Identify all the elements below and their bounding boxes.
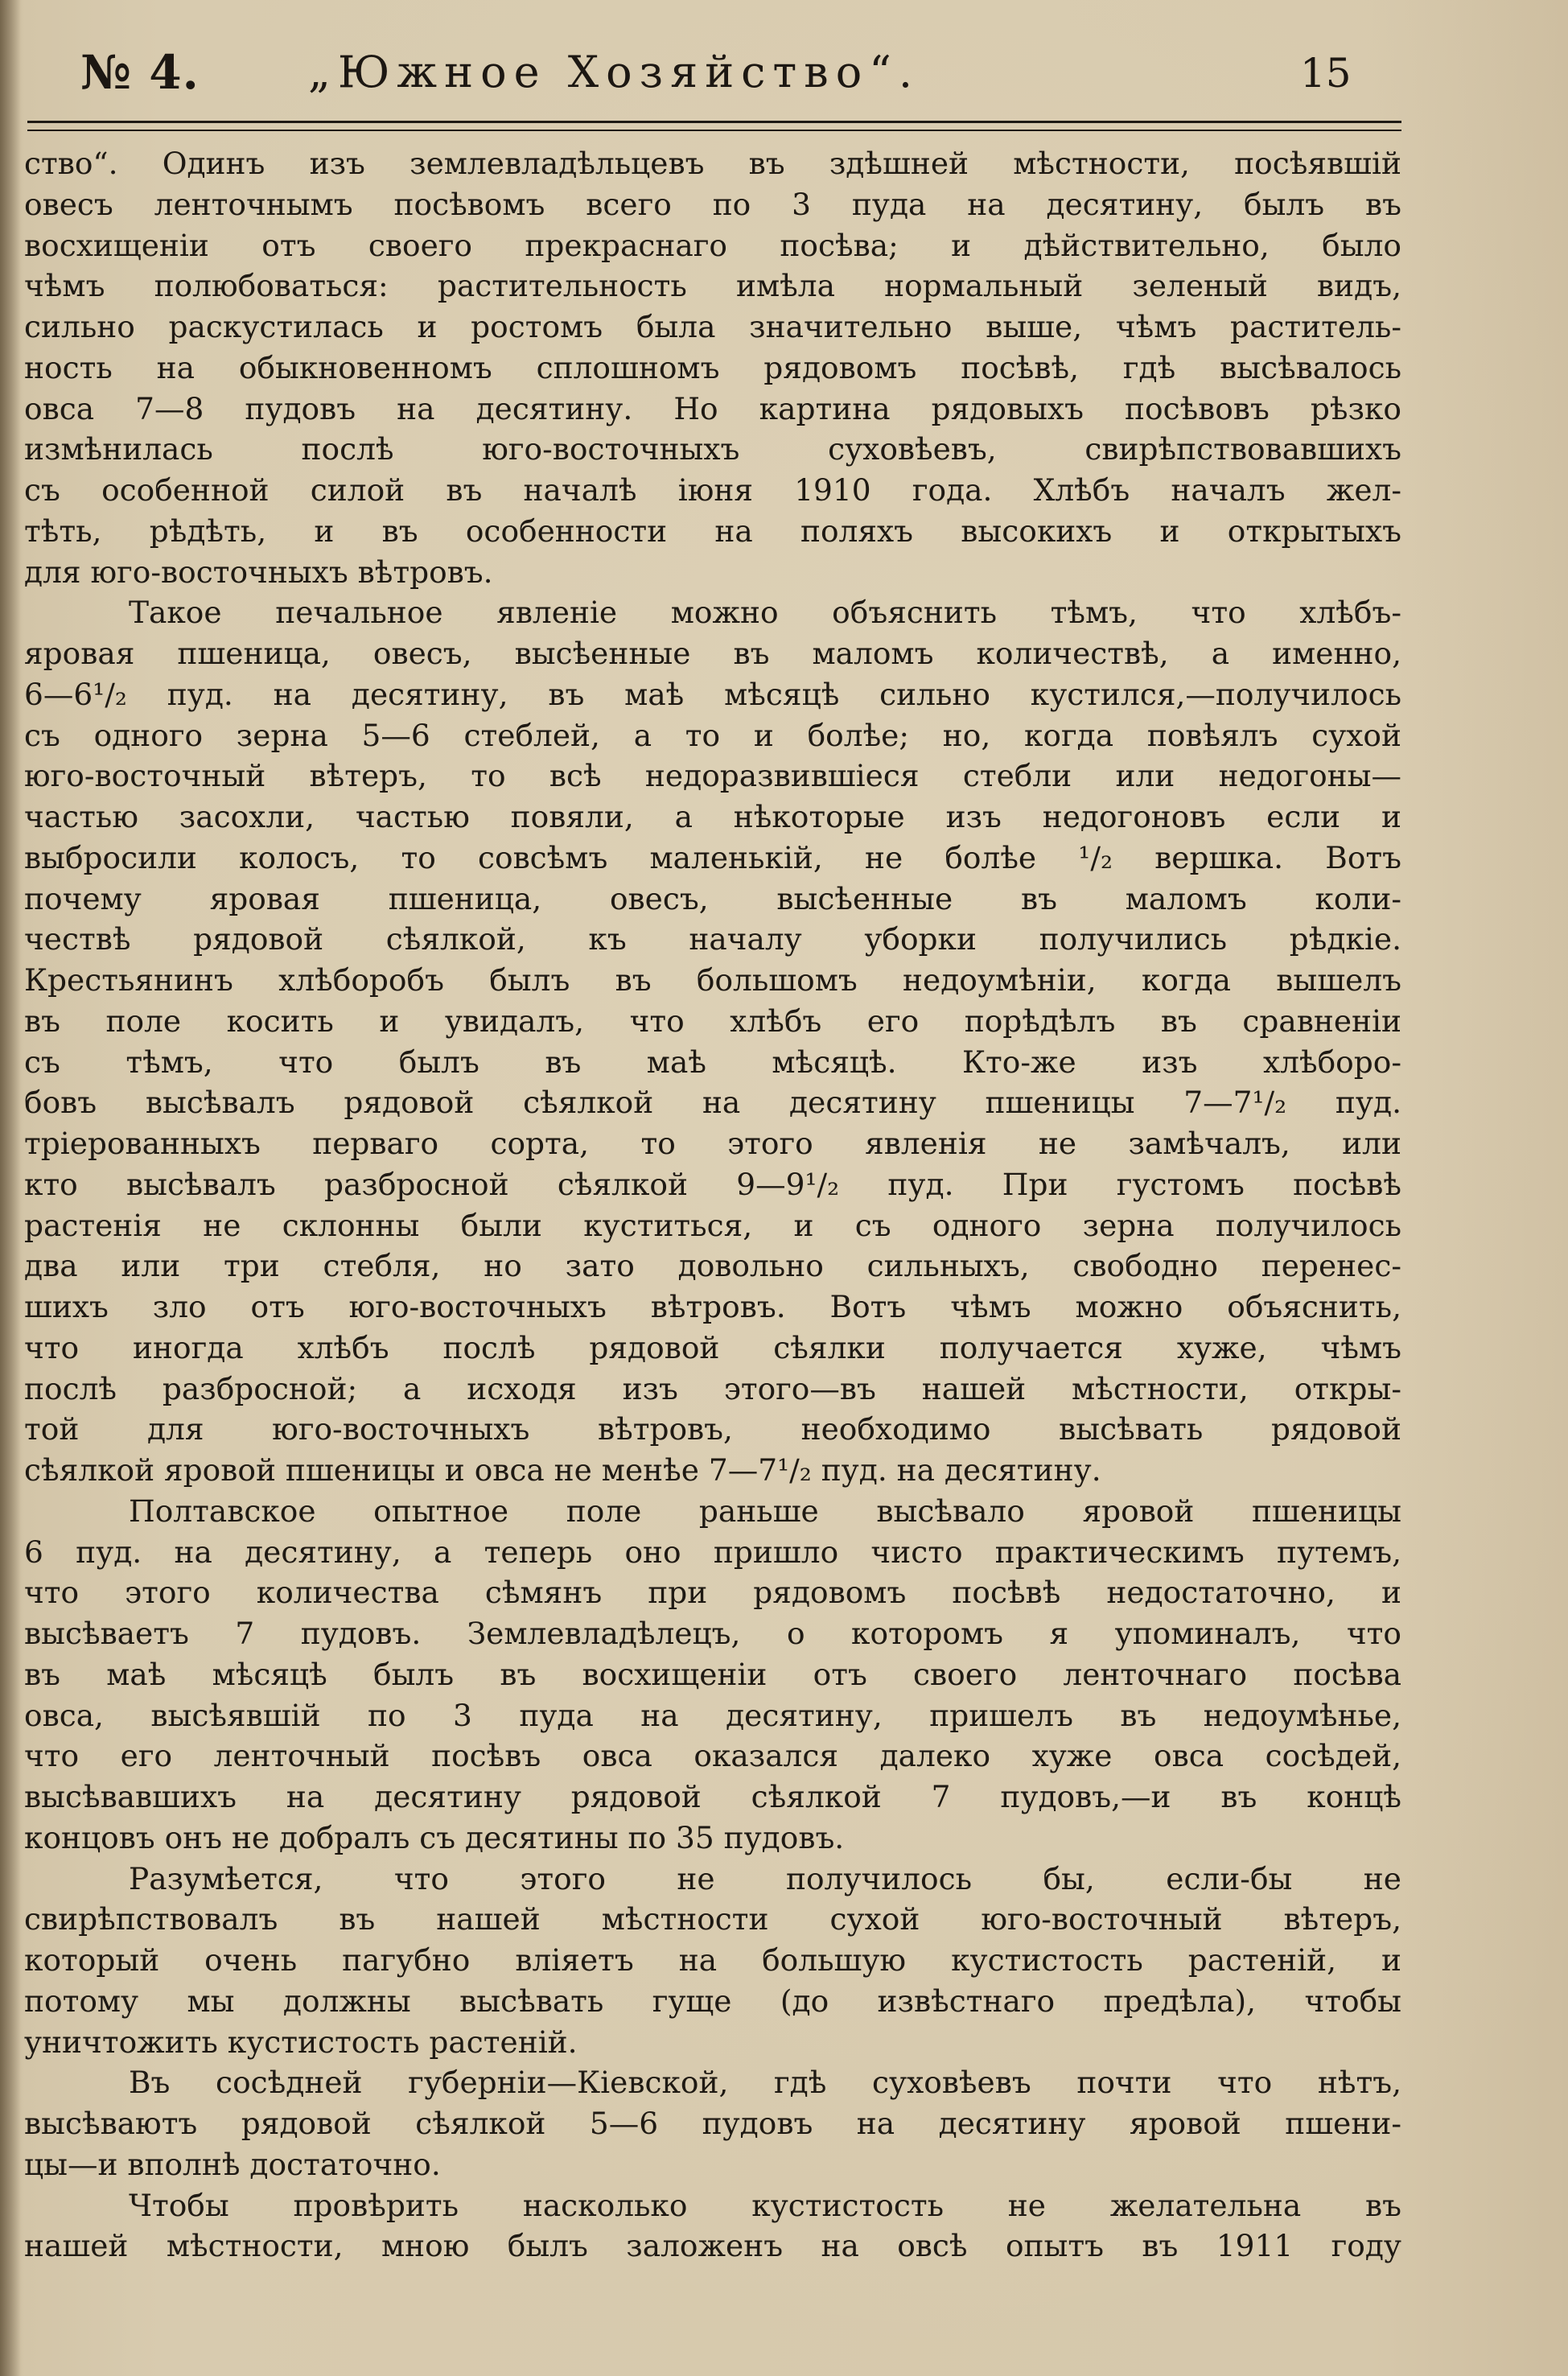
text-line: ство“. Одинъ изъ землевладѣльцевъ въ здѣшней мѣстности, посѣявшій bbox=[24, 146, 1401, 181]
text-line: той для юго-восточныхъ вѣтровъ, необходимо высѣвать рядовой bbox=[24, 1411, 1401, 1447]
text-line: 6 пуд. на десятину, а теперь оно пришло чисто практическимъ путемъ, bbox=[24, 1534, 1401, 1570]
text-line: нашей мѣстности, мною былъ заложенъ на овсѣ опытъ въ 1911 году bbox=[24, 2228, 1401, 2264]
text-line: овса, высѣявшій по 3 пуда на десятину, пришелъ въ недоумѣнье, bbox=[24, 1697, 1401, 1733]
text-line: съ тѣмъ, что былъ въ маѣ мѣсяцѣ. Кто-же изъ хлѣборо- bbox=[24, 1044, 1401, 1080]
text-line: Въ сосѣдней губерніи—Кіевской, гдѣ суховѣевъ почти что нѣтъ, bbox=[129, 2065, 1401, 2101]
text-line: чѣмъ полюбоваться: растительность имѣла нормальный зеленый видъ, bbox=[24, 268, 1401, 304]
text-line: тріерованныхъ перваго сорта, то этого явленія не замѣчалъ, или bbox=[24, 1126, 1401, 1161]
text-line: бовъ высѣвалъ рядовой сѣялкой на десятину пшеницы 7—7¹/₂ пуд. bbox=[24, 1085, 1401, 1121]
text-line: яровая пшеница, овесъ, высѣенные въ маломъ количествѣ, а именно, bbox=[24, 636, 1401, 671]
text-line: два или три стебля, но зато довольно сильныхъ, свободно перенес- bbox=[24, 1248, 1401, 1284]
text-line: шихъ зло отъ юго-восточныхъ вѣтровъ. Вотъ чѣмъ можно объяснить, bbox=[24, 1289, 1401, 1324]
text-line: Полтавское опытное поле раньше высѣвало яровой пшеницы bbox=[129, 1493, 1401, 1529]
text-line: ность на обыкновенномъ сплошномъ рядовомъ посѣвѣ, гдѣ высѣвалось bbox=[24, 349, 1401, 385]
text-line: тѣть, рѣдѣть, и въ особенности на поляхъ высокихъ и открытыхъ bbox=[24, 513, 1401, 549]
text-line: въ поле косить и увидалъ, что хлѣбъ его порѣдѣлъ въ сравненіи bbox=[24, 1003, 1401, 1039]
text-line: растенія не склонны были куститься, и съ одного зерна получилось bbox=[24, 1207, 1401, 1243]
text-line: выбросили колосъ, то совсѣмъ маленькій, не болѣе ¹/₂ вершка. Вотъ bbox=[24, 839, 1401, 875]
text-line: который очень пагубно вліяетъ на большую кустистость растеній, и bbox=[24, 1942, 1401, 1978]
text-line: цы—и вполнѣ достаточно. bbox=[24, 2146, 441, 2182]
article-body bbox=[24, 143, 1401, 2267]
binding-shadow bbox=[0, 0, 21, 2376]
text-line: кто высѣвалъ разбросной сѣялкой 9—9¹/₂ пуд. При густомъ посѣвѣ bbox=[24, 1166, 1401, 1202]
text-line: 6—6¹/₂ пуд. на десятину, въ маѣ мѣсяцѣ сильно кустился,—получилось bbox=[24, 676, 1401, 712]
text-line: съ одного зерна 5—6 стеблей, а то и болѣе; но, когда повѣялъ сухой bbox=[24, 717, 1401, 753]
text-line: чествѣ рядовой сѣялкой, къ началу уборки получились рѣдкіе. bbox=[24, 921, 1401, 957]
text-line: сильно раскустилась и ростомъ была значительно выше, чѣмъ раститель- bbox=[24, 309, 1401, 344]
text-line: овса 7—8 пудовъ на десятину. Но картина рядовыхъ посѣвовъ рѣзко bbox=[24, 390, 1401, 426]
text-line: высѣваетъ 7 пудовъ. Землевладѣлецъ, о которомъ я упоминалъ, что bbox=[24, 1616, 1401, 1651]
text-line: послѣ разбросной; а исходя изъ этого—въ нашей мѣстности, откры- bbox=[24, 1370, 1401, 1406]
text-line: уничтожить кустистость растеній. bbox=[24, 2024, 578, 2060]
text-line: высѣвавшихъ на десятину рядовой сѣялкой 7 пудовъ,—и въ концѣ bbox=[24, 1779, 1401, 1814]
text-line: высѣваютъ рядовой сѣялкой 5—6 пудовъ на десятину яровой пшени- bbox=[24, 2106, 1401, 2141]
issue-number: № 4. bbox=[80, 45, 200, 100]
text-line: сѣялкой яровой пшеницы и овса не менѣе 7—7¹/₂ пуд. на десятину. bbox=[24, 1452, 1101, 1488]
text-line: овесъ ленточнымъ посѣвомъ всего по 3 пуда на десятину, былъ въ bbox=[24, 186, 1401, 222]
text-line: Такое печальное явленіе можно объяснить тѣмъ, что хлѣбъ- bbox=[129, 595, 1401, 631]
journal-title: „Южное Хозяйство“. bbox=[308, 47, 920, 97]
header-rule-thick bbox=[27, 121, 1401, 123]
header-rule-thin bbox=[27, 130, 1401, 131]
text-line: концовъ онъ не добралъ съ десятины по 35 пудовъ. bbox=[24, 1819, 845, 1855]
text-line: частью засохли, частью повяли, а нѣкоторые изъ недогоновъ если и bbox=[24, 799, 1401, 834]
text-line: восхищеніи отъ своего прекраснаго посѣва; и дѣйствительно, было bbox=[24, 227, 1401, 263]
text-line: Крестьянинъ хлѣборобъ былъ въ большомъ недоумѣніи, когда вышелъ bbox=[24, 962, 1401, 998]
text-line: Чтобы провѣрить насколько кустистость не желательна въ bbox=[129, 2187, 1401, 2223]
text-line: юго-восточный вѣтеръ, то всѣ недоразвившіеся стебли или недогоны— bbox=[24, 758, 1401, 794]
text-line: потому мы должны высѣвать гуще (до извѣстнаго предѣла), чтобы bbox=[24, 1983, 1401, 2019]
text-line: свирѣпствовалъ въ нашей мѣстности сухой юго-восточный вѣтеръ, bbox=[24, 1901, 1401, 1937]
text-line: что этого количества сѣмянъ при рядовомъ посѣвѣ недостаточно, и bbox=[24, 1575, 1401, 1611]
text-line: Разумѣется, что этого не получилось бы, если-бы не bbox=[129, 1860, 1401, 1896]
text-line: въ маѣ мѣсяцѣ былъ въ восхищеніи отъ своего ленточнаго посѣва bbox=[24, 1656, 1401, 1692]
running-header bbox=[31, 40, 1398, 121]
text-line: съ особенной силой въ началѣ іюня 1910 года. Хлѣбъ началъ жел- bbox=[24, 472, 1401, 508]
text-line: для юго-восточныхъ вѣтровъ. bbox=[24, 554, 493, 590]
text-line: измѣнилась послѣ юго-восточныхъ суховѣевъ, свирѣпствовавшихъ bbox=[24, 431, 1401, 467]
text-line: почему яровая пшеница, овесъ, высѣенные въ маломъ коли- bbox=[24, 880, 1401, 916]
text-line: что иногда хлѣбъ послѣ рядовой сѣялки получается хуже, чѣмъ bbox=[24, 1329, 1401, 1365]
text-line: что его ленточный посѣвъ овса оказался далеко хуже овса сосѣдей, bbox=[24, 1738, 1401, 1774]
page-number: 15 bbox=[1300, 50, 1352, 97]
